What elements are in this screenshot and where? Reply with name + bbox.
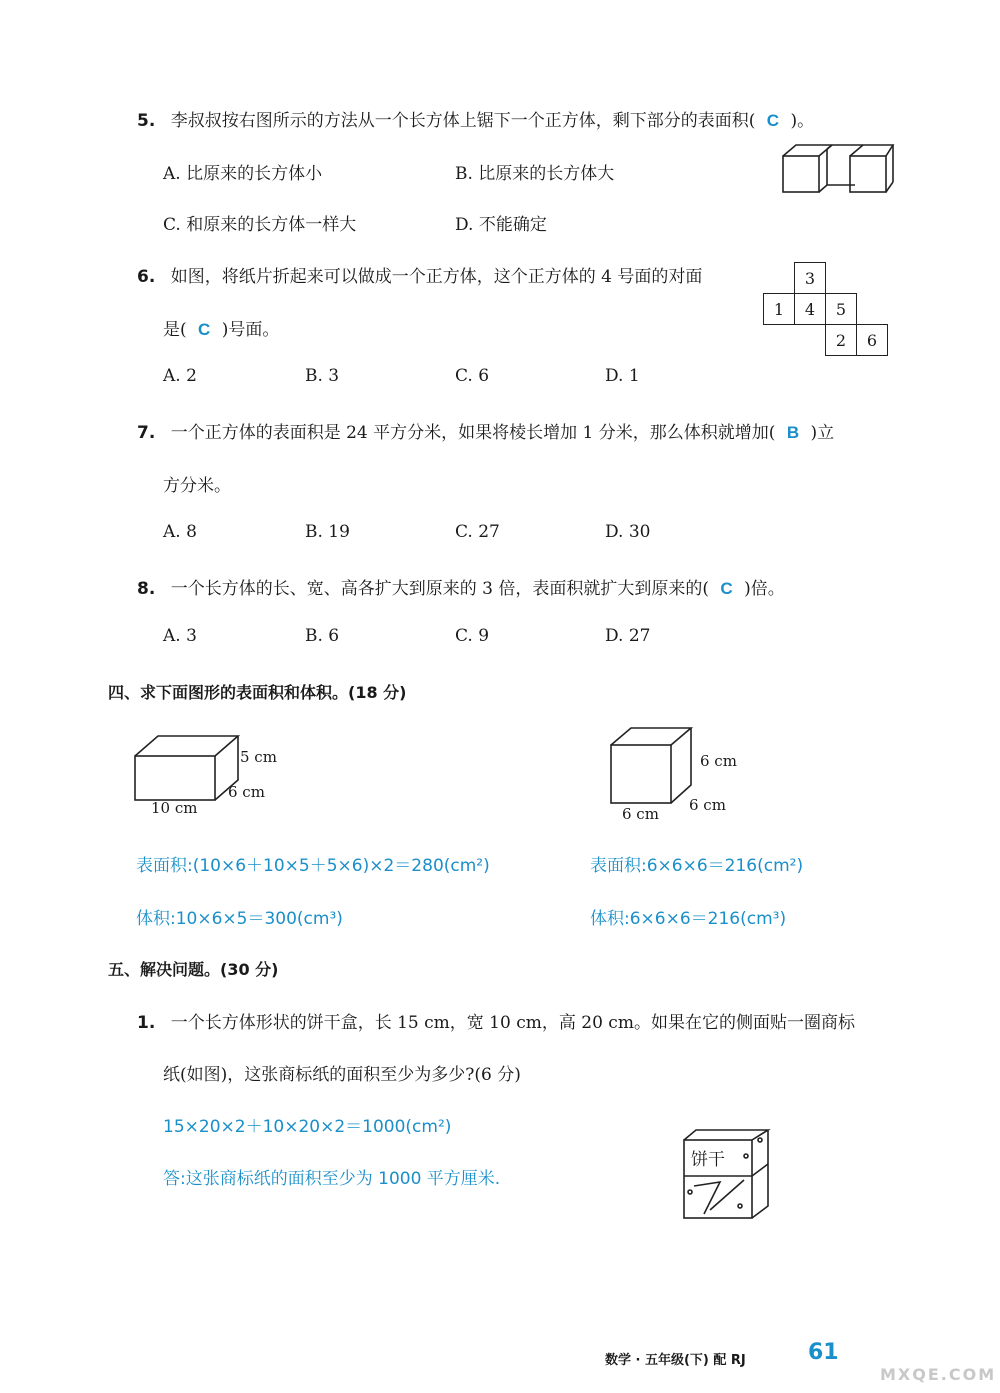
q6-option-b: B. 3 [305,366,340,386]
q7-number: 7. [137,423,156,443]
biscuit-box-label: 饼干 [691,1150,725,1170]
q8-text-pre: 一个长方体的长、宽、高各扩大到原来的 3 倍，表面积就扩大到原来的( [170,579,709,599]
q8-number: 8. [137,579,156,599]
page-number: 61 [808,1340,839,1365]
cuboid-volume-answer: 体积:10×6×5＝300(cm³) [136,909,343,929]
q6-option-d: D. 1 [605,366,640,386]
s5-q1-calculation: 15×20×2＋10×20×2＝1000(cm²) [163,1117,452,1137]
net-face: 2 [826,325,857,356]
q6-text2-pre: 是( [163,320,187,340]
q5-cut-cuboid-figure [780,140,900,198]
q7-option-b: B. 19 [305,522,350,542]
q7-text1-pre: 一个正方体的表面积是 24 平方分米，如果将棱长增加 1 分米，那么体积就增加( [170,423,776,443]
footer-text: 数学 · 五年级(下) 配 RJ [605,1353,746,1368]
q7-option-a: A. 8 [163,522,197,542]
q5-stem [137,106,814,131]
q7-answer: B [786,423,800,442]
q6-text1: 如图，将纸片折起来可以做成一个正方体，这个正方体的 4 号面的对面 [170,267,703,287]
q7-text1-post: )立 [810,423,835,443]
q6-answer: C [198,320,211,339]
net-face: 1 [764,294,795,325]
q6-cube-net [763,262,888,356]
biscuit-box-figure [680,1126,775,1224]
q7-option-d: D. 30 [605,522,651,542]
cuboid-area-answer: 表面积:(10×6＋10×5＋5×6)×2＝280(cm²) [136,856,490,876]
q7-text2: 方分米。 [163,476,231,496]
s5-q1-number: 1. [137,1013,156,1033]
q6-stem-line1 [137,262,702,287]
net-face: 6 [857,325,888,356]
q7-stem-line1 [137,418,834,443]
cuboid-width-label: 6 cm [228,783,265,801]
q6-number: 6. [137,267,156,287]
q5-option-c: C. 和原来的长方体一样大 [163,215,357,235]
q8-stem [137,574,785,599]
cuboid-height-label: 5 cm [240,748,277,766]
q8-option-c: C. 9 [455,626,490,646]
cube-area-answer: 表面积:6×6×6＝216(cm²) [590,856,804,876]
net-face: 4 [795,294,826,325]
q8-text-post: )倍。 [744,579,785,599]
q8-option-a: A. 3 [163,626,197,646]
q8-option-d: D. 27 [605,626,651,646]
cuboid-length-label: 10 cm [151,799,198,817]
cube-width-label: 6 cm [689,796,726,814]
s5-q1-text2: 纸(如图)，这张商标纸的面积至少为多少?(6 分) [163,1065,521,1085]
s5-q1-text1: 一个长方体形状的饼干盒，长 15 cm，宽 10 cm，高 20 cm。如果在它的侧面贴一圈商标 [170,1013,855,1033]
q6-text2-post: )号面。 [221,320,280,340]
s5-q1-stem-line1 [137,1008,855,1033]
s5-q1-answer: 答:这张商标纸的面积至少为 1000 平方厘米. [163,1169,501,1189]
q5-number: 5. [137,111,156,131]
q5-answer: C [766,111,780,130]
net-face: 3 [795,263,826,294]
cube-height-label: 6 cm [700,752,737,770]
q5-option-b: B. 比原来的长方体大 [455,164,615,184]
q6-option-c: C. 6 [455,366,490,386]
cube-volume-answer: 体积:6×6×6＝216(cm³) [590,909,787,929]
q5-option-a: A. 比原来的长方体小 [163,164,323,184]
section5-title: 五、解决问题。(30 分) [108,960,279,979]
q5-text-post: )。 [790,111,815,131]
q6-option-a: A. 2 [163,366,197,386]
net-face: 5 [826,294,857,325]
q8-option-b: B. 6 [305,626,340,646]
q7-option-c: C. 27 [455,522,500,542]
section4-title: 四、求下面图形的表面积和体积。(18 分) [108,683,407,702]
q5-text-pre: 李叔叔按右图所示的方法从一个长方体上锯下一个正方体，剩下部分的表面积( [170,111,756,131]
cube-length-label: 6 cm [622,805,659,823]
q6-stem-line2 [163,315,279,340]
watermark: MXQE.COM [880,1365,997,1384]
q5-option-d: D. 不能确定 [455,215,547,235]
q8-answer: C [720,579,733,598]
